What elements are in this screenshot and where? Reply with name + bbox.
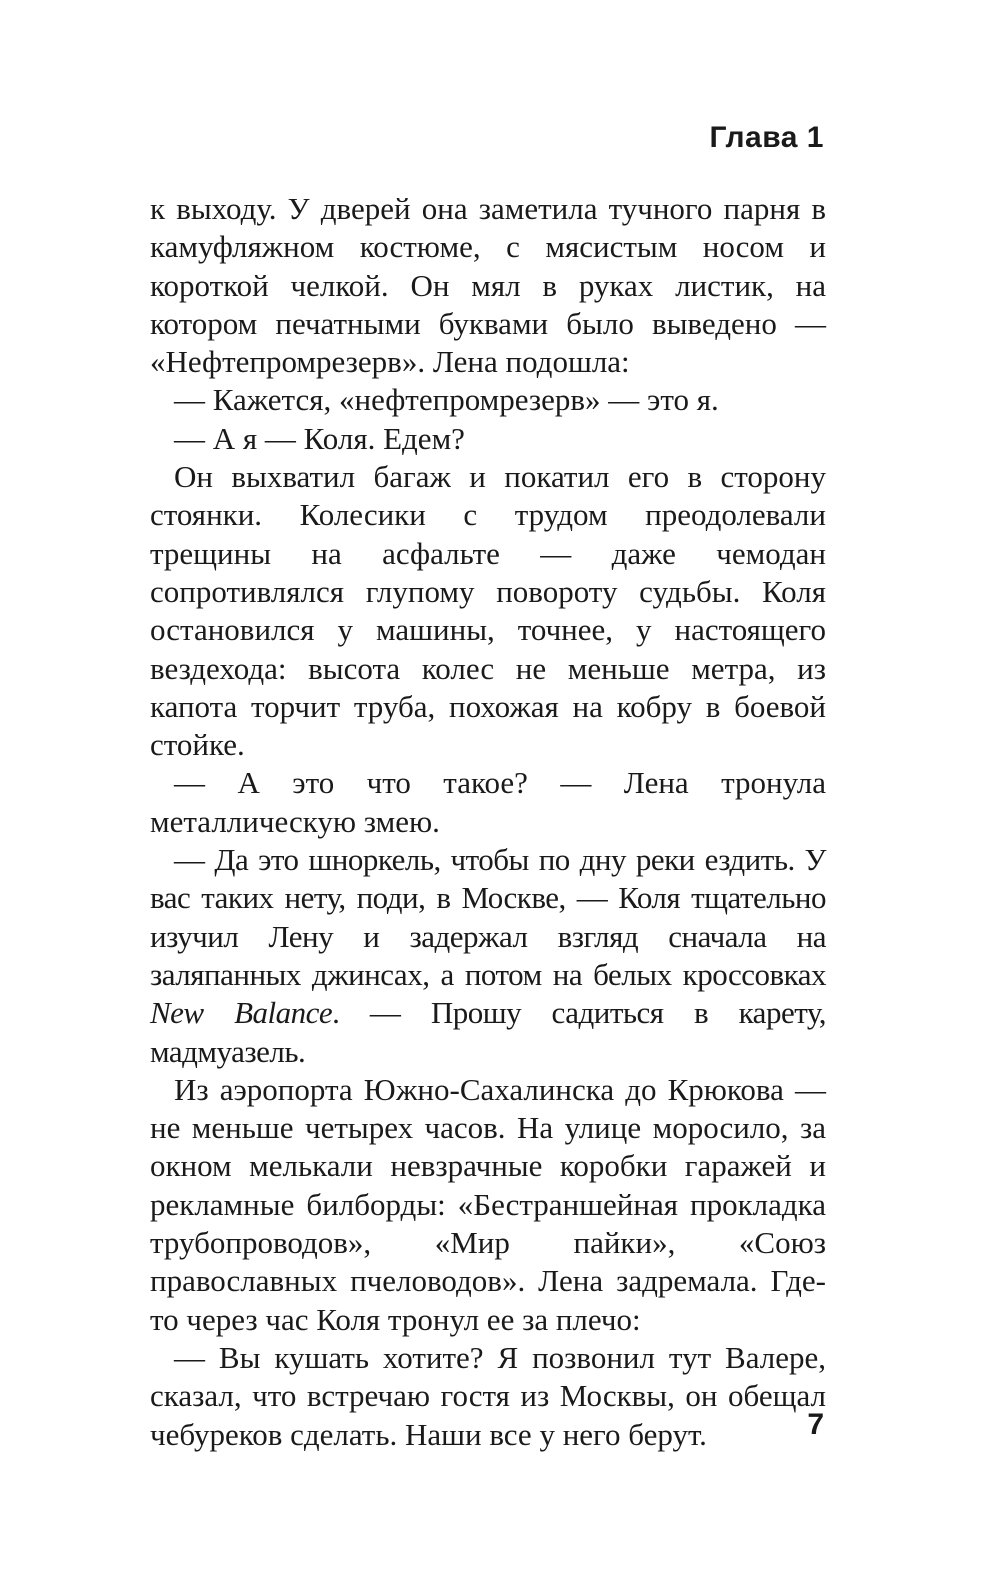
- chapter-heading: Глава 1: [709, 121, 824, 154]
- body-text: [150, 190, 826, 1454]
- dialogue-text: . — Прошу садиться в карету, мадмуазель.: [150, 995, 826, 1069]
- dialogue-line: — А это что такое? — Лена тронула металлическую змею.: [150, 765, 826, 839]
- paragraph: Из аэропорта Южно-Сахалинска до Крюкова — не меньше четырех часов. На улице моросило, за окном мелькали невзрачные коробки гаражей и рекламные билборды: «Бестраншейная прокладка трубопроводов», «Мир пайки», «Союз православных пчеловодов». Лена задремала. Где-то через час Коля тронул ее за плечо:: [150, 1071, 826, 1337]
- dialogue-line: — Вы кушать хотите? Я позвонил тут Валере, сказал, что встречаю гостя из Москвы, он обещал чебуреков сделать. Наши все у него берут.: [150, 1339, 826, 1452]
- paragraph: к выходу. У дверей она заметила тучного парня в камуфляжном костюме, с мясистым носом и короткой челкой. Он мял в руках листик, на котором печатными буквами было выведено — «Нефтепромрезерв». Лена подошла:: [150, 191, 826, 380]
- dialogue-line: [150, 841, 826, 1071]
- dialogue-line: — А я — Коля. Едем?: [174, 420, 465, 456]
- dialogue-line: — Кажется, «нефтепромрезерв» — это я.: [174, 382, 719, 418]
- dialogue-text: — Да это шноркель, чтобы по дну реки ездить. У вас таких нету, поди, в Москве, — Коля тщательно изучил Лену и задержал взгляд сначала на заляпанных джинсах, а потом на белых кроссовках: [150, 842, 826, 992]
- paragraph: Он выхватил багаж и покатил его в сторону стоянки. Колесики с трудом преодолевали трещины на асфальте — даже чемодан сопротивлялся глупому повороту судьбы. Коля остановился у машины, точнее, у настоящего вездехода: высота колес не меньше метра, из капота торчит труба, похожая на кобру в боевой стойке.: [150, 459, 826, 763]
- brand-name: New Balance: [150, 995, 333, 1031]
- page-number: 7: [807, 1408, 824, 1441]
